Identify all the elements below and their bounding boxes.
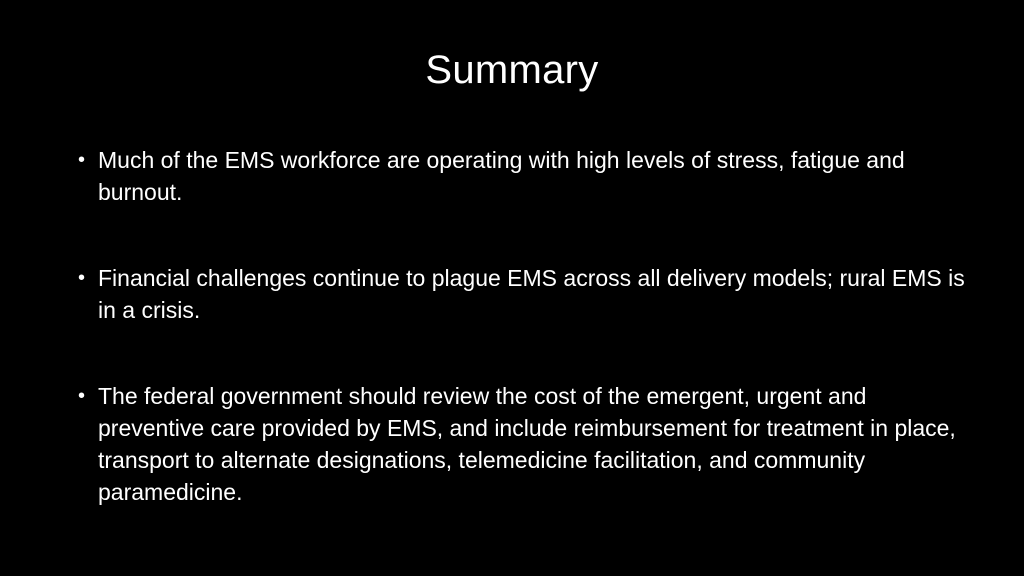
slide-title: Summary — [425, 48, 599, 92]
bullet-dot-icon: • — [78, 267, 86, 289]
bullet-dot-icon: • — [78, 149, 86, 171]
bullet-text: Much of the EMS workforce are operating with high levels of stress, fatigue and burnout. — [98, 147, 905, 205]
bullet-item — [72, 380, 972, 508]
bullet-item — [72, 144, 972, 208]
bullet-text: Financial challenges continue to plague EMS across all delivery models; rural EMS is in a crisis. — [98, 265, 965, 323]
bullet-text: The federal government should review the cost of the emergent, urgent and preventive care provided by EMS, and include reimbursement for treatment in place, transport to alternate designations, telemedicine facilitation, and community paramedicine. — [98, 383, 956, 505]
bullet-list — [72, 144, 972, 562]
bullet-dot-icon: • — [78, 385, 86, 407]
bullet-item — [72, 262, 972, 326]
